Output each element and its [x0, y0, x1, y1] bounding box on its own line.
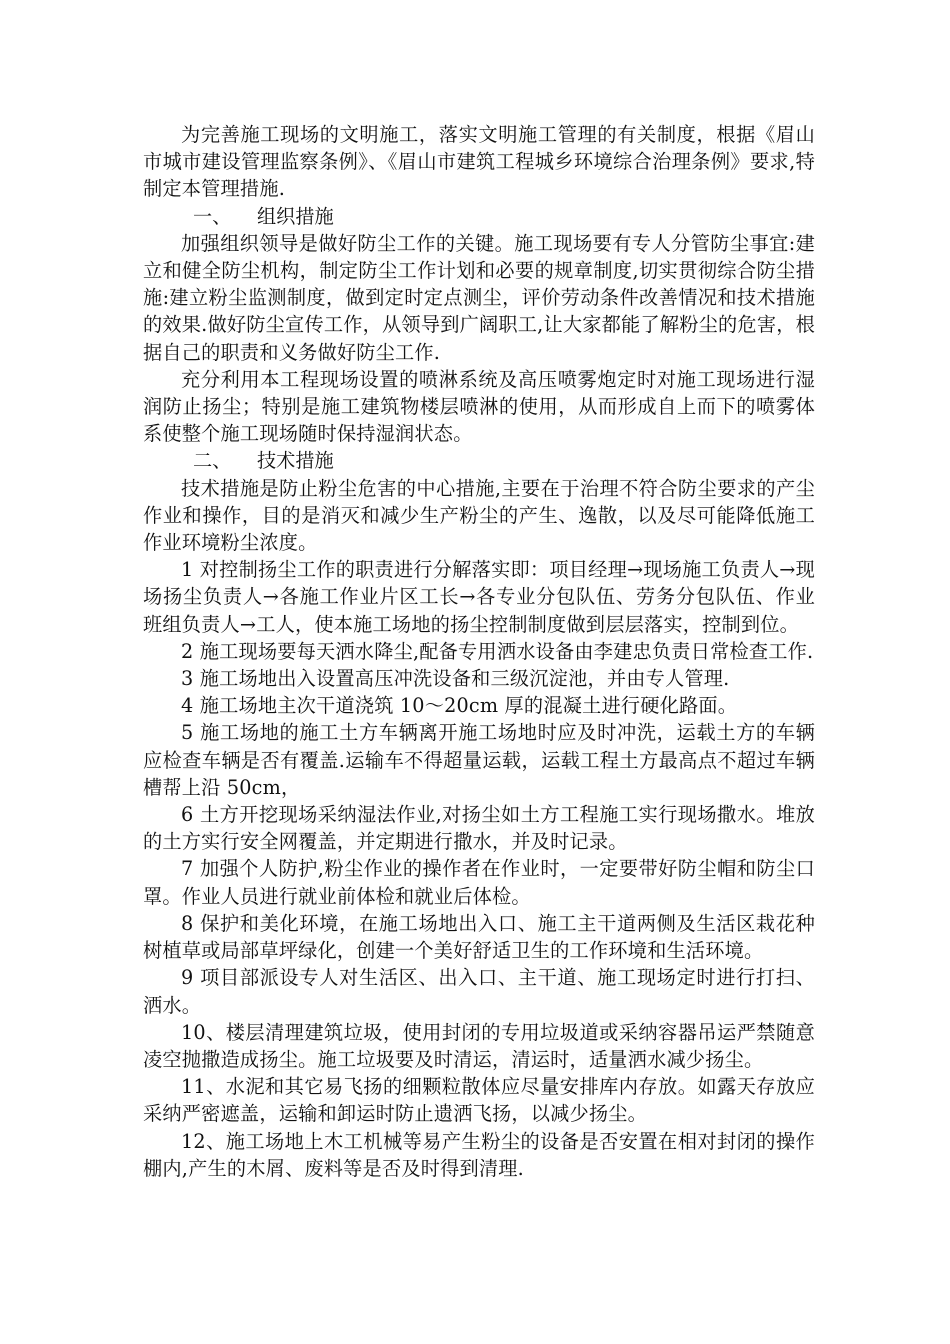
list-item: 7 加强个人防护,粉尘作业的操作者在作业时，一定要带好防尘帽和防尘口罩。作业人员进行就业前体检和就业后体检。	[143, 857, 815, 908]
list-item: 2 施工现场要每天洒水降尘,配备专用洒水设备由李建忠负责日常检查工作.	[181, 639, 814, 663]
intro-paragraph: 为完善施工现场的文明施工，落实文明施工管理的有关制度，根据《眉山市城市建设管理监察条例》、《眉山市建筑工程城乡环境综合治理条例》要求,特制定本管理措施.	[143, 123, 815, 201]
list-item: 5 施工场地的施工土方车辆离开施工场地时应及时冲洗，运载土方的车辆应检查车辆是否有覆盖.运输车不得超量运载，运载工程土方最高点不超过车辆槽帮上沿 50cm，	[143, 721, 815, 799]
section-heading-organization	[143, 203, 815, 230]
list-item: 4 施工场地主次干道浇筑 10～20cm 厚的混凝土进行硬化路面。	[181, 694, 738, 718]
list-item: 10、楼层清理建筑垃圾，使用封闭的专用垃圾道或采纳容器吊运严禁随意凌空抛撒造成扬尘。施工垃圾要及时清运，清运时，适量洒水减少扬尘。	[143, 1020, 815, 1071]
list-item: 9 项目部派设专人对生活区、出入口、主干道、施工现场定时进行打扫、洒水。	[143, 966, 815, 1017]
list-item: 3 施工场地出入设置高压冲洗设备和三级沉淀池，并由专人管理.	[181, 667, 730, 691]
document-page	[143, 121, 815, 1182]
section-title: 技术措施	[257, 449, 334, 473]
section-number: 一、	[193, 204, 232, 228]
section-number: 二、	[193, 449, 232, 473]
section-title: 组织措施	[257, 204, 334, 228]
list-item: 8 保护和美化环境，在施工场地出入口、施工主干道两侧及生活区栽花种树植草或局部草坪绿化，创建一个美好舒适卫生的工作环境和生活环境。	[143, 911, 815, 963]
section-heading-technical	[143, 447, 815, 474]
paragraph: 加强组织领导是做好防尘工作的关键。施工现场要有专人分管防尘事宜:建立和健全防尘机构，制定防尘工作计划和必要的规章制度,切实贯彻综合防尘措施:建立粉尘监测制度，做到定时定点测尘，评价劳动条件改善情况和技术措施的效果.做好防尘宣传工作，从领导到广阔职工,让大家都能了解粉尘的危害，根据自己的职责和义务做好防尘工作.	[143, 231, 815, 364]
list-item: 11、水泥和其它易飞扬的细颗粒散体应尽量安排库内存放。如露天存放应采纳严密遮盖，运输和卸运时防止遗洒飞扬，以减少扬尘。	[143, 1075, 815, 1126]
list-item: 6 土方开挖现场采纳湿法作业,对扬尘如土方工程施工实行现场撒水。堆放的土方实行安全网覆盖，并定期进行撒水，并及时记录。	[143, 803, 815, 854]
list-item: 1 对控制扬尘工作的职责进行分解落实即：项目经理→现场施工负责人→现场扬尘负责人→各施工作业片区工长→各专业分包队伍、劳务分包队伍、作业班组负责人→工人，使本施工场地的扬尘控制制度做到层层落实，控制到位。	[143, 558, 815, 636]
list-item: 12、施工场地上木工机械等易产生粉尘的设备是否安置在相对封闭的操作棚内,产生的木屑、废料等是否及时得到清理.	[143, 1129, 815, 1180]
paragraph: 充分利用本工程现场设置的喷淋系统及高压喷雾炮定时对施工现场进行湿润防止扬尘；特别是施工建筑物楼层喷淋的使用，从而形成自上而下的喷雾体系使整个施工现场随时保持湿润状态。	[143, 367, 815, 446]
paragraph: 技术措施是防止粉尘危害的中心措施,主要在于治理不符合防尘要求的产尘作业和操作，目的是消灭和减少生产粉尘的产生、逸散，以及尽可能降低施工作业环境粉尘浓度。	[143, 476, 815, 555]
